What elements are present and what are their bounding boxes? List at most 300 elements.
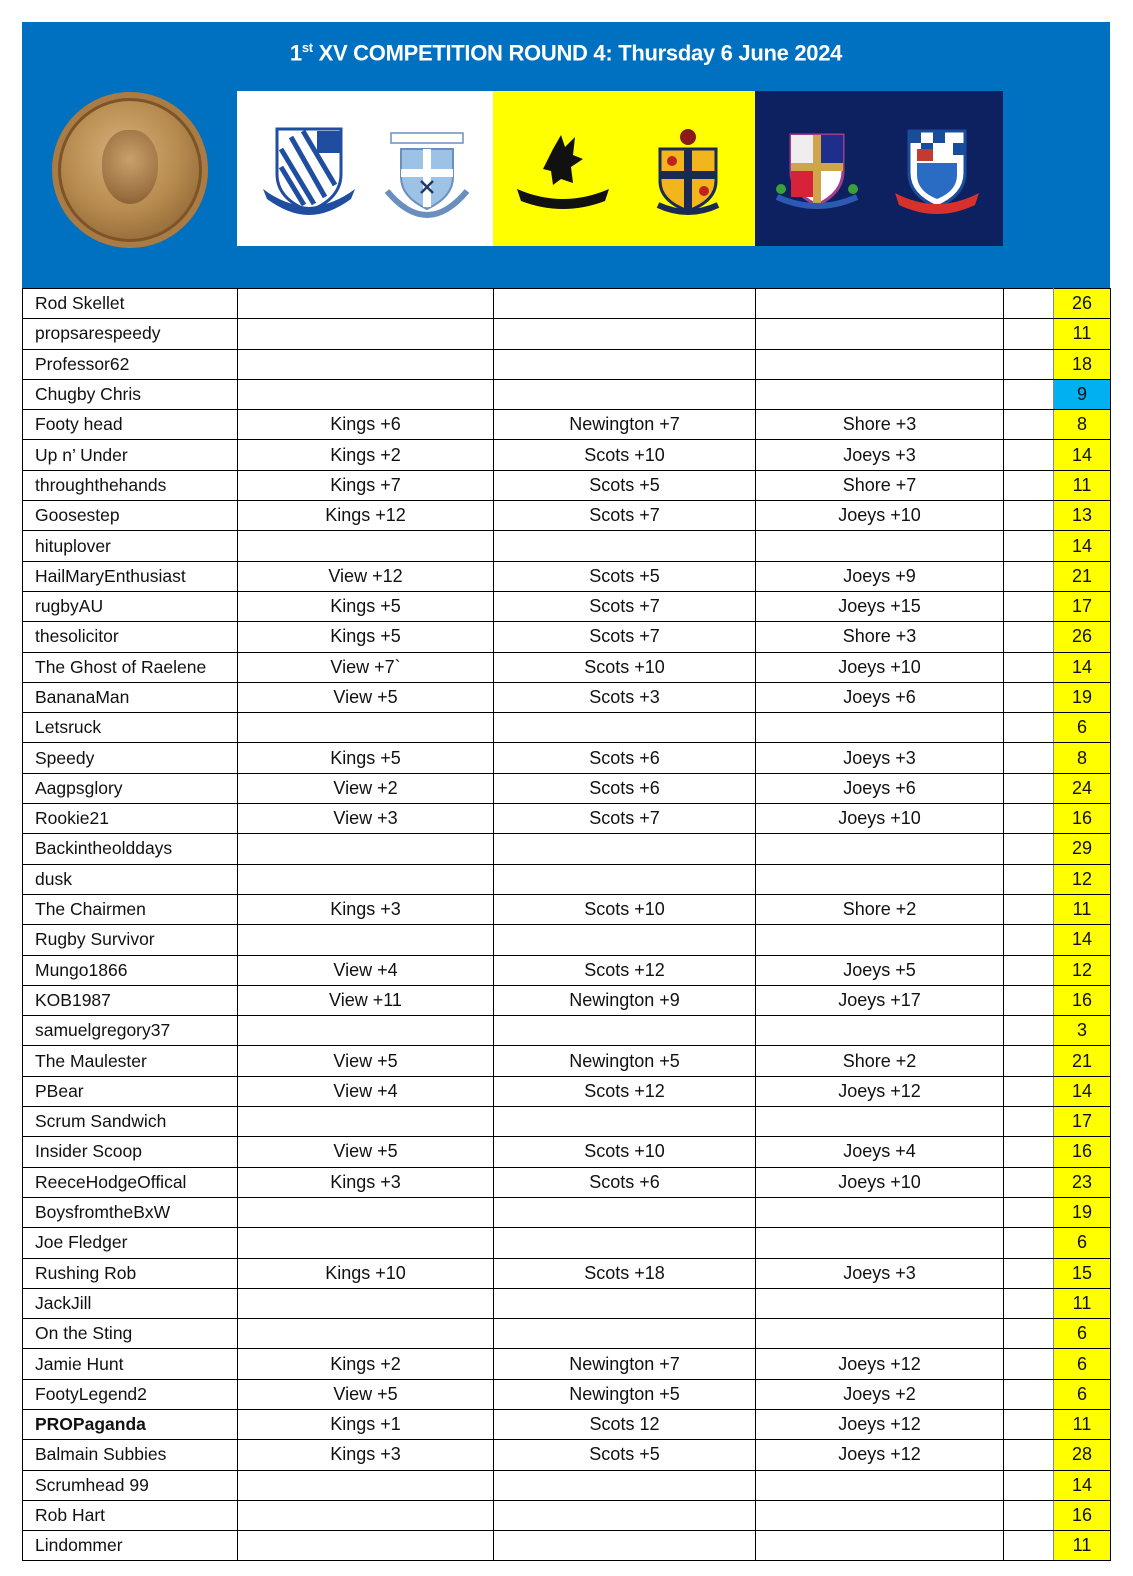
participant-name: Rod Skellet [23,289,238,319]
pick-joeys-shore: Shore +2 [756,894,1004,924]
pick-riverview-kings [238,1107,494,1137]
pick-joeys-shore [756,319,1004,349]
spacer-cell [1004,1228,1054,1258]
score-cell: 14 [1054,652,1111,682]
pick-joeys-shore: Joeys +12 [756,1440,1004,1470]
participant-name: rugbyAU [23,591,238,621]
pick-riverview-kings: View +2 [238,773,494,803]
participant-name: Rugby Survivor [23,925,238,955]
pick-riverview-kings [238,864,494,894]
pick-newington-scots: Scots +5 [494,470,756,500]
pick-joeys-shore: Joeys +9 [756,561,1004,591]
table-row [23,713,1111,743]
score-cell: 9 [1054,379,1111,409]
participant-name: ReeceHodgeOffical [23,1167,238,1197]
spacer-cell [1004,1107,1054,1137]
spacer-cell [1004,1046,1054,1076]
pick-joeys-shore: Joeys +4 [756,1137,1004,1167]
score-cell: 11 [1054,1531,1111,1561]
pick-joeys-shore: Joeys +5 [756,955,1004,985]
pick-newington-scots: Scots +12 [494,955,756,985]
table-row [23,1107,1111,1137]
pick-joeys-shore: Joeys +10 [756,804,1004,834]
competition-sheet [22,22,1110,1561]
pick-joeys-shore [756,925,1004,955]
pick-riverview-kings: Kings +5 [238,743,494,773]
table-row [23,682,1111,712]
participant-name: Balmain Subbies [23,1440,238,1470]
pick-joeys-shore: Shore +2 [756,1046,1004,1076]
participant-name: Speedy [23,743,238,773]
table-row [23,1228,1111,1258]
spacer-cell [1004,1258,1054,1288]
title-ordinal: 1 [289,40,302,66]
pick-joeys-shore: Shore +3 [756,622,1004,652]
score-cell: 24 [1054,773,1111,803]
crest-panel-riverview-kings [237,91,493,246]
pick-riverview-kings: Kings +3 [238,894,494,924]
participant-name: Rookie21 [23,804,238,834]
pick-riverview-kings: View +11 [238,985,494,1015]
table-row [23,804,1111,834]
pick-newington-scots: Scots 12 [494,1409,756,1439]
pick-riverview-kings [238,379,494,409]
table-row [23,652,1111,682]
participant-name: PROPaganda [23,1409,238,1439]
pick-joeys-shore [756,1319,1004,1349]
spacer-cell [1004,1379,1054,1409]
score-cell: 14 [1054,1076,1111,1106]
spacer-cell [1004,1319,1054,1349]
score-cell: 11 [1054,1288,1111,1318]
spacer-cell [1004,925,1054,955]
spacer-cell [1004,1288,1054,1318]
pick-joeys-shore: Joeys +12 [756,1076,1004,1106]
pick-newington-scots: Scots +7 [494,591,756,621]
participant-name: samuelgregory37 [23,1016,238,1046]
pick-riverview-kings: Kings +12 [238,501,494,531]
participant-name: PBear [23,1076,238,1106]
spacer-cell [1004,531,1054,561]
score-cell: 26 [1054,289,1111,319]
medal-face-icon [102,130,158,204]
pick-joeys-shore: Shore +3 [756,410,1004,440]
participant-name: Jamie Hunt [23,1349,238,1379]
score-cell: 11 [1054,319,1111,349]
table-row [23,864,1111,894]
table-row [23,561,1111,591]
table-row [23,501,1111,531]
pick-newington-scots: Scots +12 [494,1076,756,1106]
pick-newington-scots: Scots +6 [494,743,756,773]
table-row [23,894,1111,924]
table-row [23,349,1111,379]
spacer-cell [1004,1167,1054,1197]
score-cell: 14 [1054,1470,1111,1500]
pick-riverview-kings [238,1531,494,1561]
table-row [23,1319,1111,1349]
score-cell: 11 [1054,894,1111,924]
pick-newington-scots: Newington +5 [494,1046,756,1076]
score-cell: 8 [1054,743,1111,773]
pick-newington-scots [494,289,756,319]
pick-riverview-kings: Kings +6 [238,410,494,440]
score-cell: 12 [1054,864,1111,894]
pick-joeys-shore: Joeys +10 [756,652,1004,682]
pick-newington-scots: Scots +7 [494,804,756,834]
participant-name: thesolicitor [23,622,238,652]
pick-joeys-shore [756,864,1004,894]
pick-newington-scots: Scots +6 [494,773,756,803]
participant-name: Letsruck [23,713,238,743]
pick-joeys-shore [756,1228,1004,1258]
pick-riverview-kings: Kings +3 [238,1167,494,1197]
spacer-cell [1004,1349,1054,1379]
pick-riverview-kings: View +5 [238,1046,494,1076]
crest-panel-newington-scots [493,91,755,246]
pick-joeys-shore: Joeys +2 [756,1379,1004,1409]
pick-riverview-kings: Kings +5 [238,591,494,621]
pick-riverview-kings: Kings +5 [238,622,494,652]
pick-riverview-kings: Kings +10 [238,1258,494,1288]
spacer-cell [1004,1440,1054,1470]
spacer-cell [1004,682,1054,712]
score-cell: 19 [1054,682,1111,712]
pick-newington-scots [494,1319,756,1349]
pick-riverview-kings [238,1319,494,1349]
pick-joeys-shore [756,379,1004,409]
table-row [23,1500,1111,1530]
pick-joeys-shore [756,1470,1004,1500]
participant-name: Scrum Sandwich [23,1107,238,1137]
participant-name: dusk [23,864,238,894]
participant-name: Professor62 [23,349,238,379]
participant-name: Joe Fledger [23,1228,238,1258]
spacer-cell [1004,894,1054,924]
spacer-cell [1004,440,1054,470]
spacer-cell [1004,1531,1054,1561]
participant-name: Backintheolddays [23,834,238,864]
spacer-cell [1004,985,1054,1015]
pick-joeys-shore [756,1197,1004,1227]
participant-name: Rob Hart [23,1500,238,1530]
participant-name: FootyLegend2 [23,1379,238,1409]
score-cell: 11 [1054,470,1111,500]
table-row [23,925,1111,955]
participant-name: throughthehands [23,470,238,500]
spacer-cell [1004,1500,1054,1530]
pick-newington-scots [494,864,756,894]
spacer-cell [1004,773,1054,803]
pick-joeys-shore: Shore +7 [756,470,1004,500]
st-josephs-crest-icon [767,119,867,219]
participant-name: HailMaryEnthusiast [23,561,238,591]
pick-joeys-shore: Joeys +10 [756,501,1004,531]
score-cell: 26 [1054,622,1111,652]
pick-newington-scots [494,1107,756,1137]
score-cell: 8 [1054,410,1111,440]
pick-newington-scots [494,319,756,349]
score-cell: 18 [1054,349,1111,379]
pick-riverview-kings [238,1288,494,1318]
table-row [23,1531,1111,1561]
pick-newington-scots: Newington +9 [494,985,756,1015]
pick-newington-scots [494,834,756,864]
spacer-cell [1004,864,1054,894]
score-cell: 14 [1054,531,1111,561]
spacer-cell [1004,652,1054,682]
pick-riverview-kings: View +4 [238,1076,494,1106]
pick-riverview-kings [238,713,494,743]
pick-joeys-shore [756,1288,1004,1318]
spacer-cell [1004,834,1054,864]
score-cell: 15 [1054,1258,1111,1288]
pick-joeys-shore [756,1107,1004,1137]
pick-joeys-shore [756,1531,1004,1561]
participant-name: Scrumhead 99 [23,1470,238,1500]
pick-riverview-kings: View +3 [238,804,494,834]
header-banner [22,22,1110,288]
participant-name: Footy head [23,410,238,440]
pick-riverview-kings: Kings +2 [238,1349,494,1379]
spacer-cell [1004,713,1054,743]
pick-newington-scots: Scots +5 [494,1440,756,1470]
pick-joeys-shore [756,349,1004,379]
pick-joeys-shore: Joeys +6 [756,682,1004,712]
pick-newington-scots [494,531,756,561]
participant-name: Insider Scoop [23,1137,238,1167]
spacer-cell [1004,349,1054,379]
gps-medal-logo [52,92,208,248]
pick-riverview-kings: Kings +7 [238,470,494,500]
pick-riverview-kings: Kings +3 [238,1440,494,1470]
spacer-cell [1004,591,1054,621]
spacer-cell [1004,1409,1054,1439]
pick-riverview-kings [238,1197,494,1227]
pick-joeys-shore: Joeys +10 [756,1167,1004,1197]
table-row [23,622,1111,652]
pick-joeys-shore [756,1016,1004,1046]
pick-newington-scots [494,1288,756,1318]
table-row [23,1470,1111,1500]
shore-crest-icon [887,119,987,219]
participant-name: BoysfromtheBxW [23,1197,238,1227]
table-row [23,1409,1111,1439]
table-row [23,1379,1111,1409]
pick-riverview-kings [238,1470,494,1500]
newington-crest-icon [513,119,613,219]
participant-name: propsarespeedy [23,319,238,349]
pick-newington-scots [494,1016,756,1046]
score-cell: 14 [1054,440,1111,470]
pick-riverview-kings: View +7` [238,652,494,682]
table-row [23,1137,1111,1167]
pick-newington-scots: Scots +18 [494,1258,756,1288]
table-row [23,591,1111,621]
score-cell: 21 [1054,561,1111,591]
score-cell: 29 [1054,834,1111,864]
pick-joeys-shore: Joeys +12 [756,1409,1004,1439]
table-row [23,1046,1111,1076]
score-cell: 6 [1054,713,1111,743]
pick-riverview-kings: View +12 [238,561,494,591]
pick-newington-scots [494,379,756,409]
score-cell: 11 [1054,1409,1111,1439]
pick-newington-scots: Scots +7 [494,501,756,531]
score-cell: 6 [1054,1319,1111,1349]
table-row [23,743,1111,773]
participant-name: Aagpsglory [23,773,238,803]
pick-newington-scots [494,1470,756,1500]
spacer-cell [1004,501,1054,531]
spacer-cell [1004,622,1054,652]
table-row [23,1258,1111,1288]
pick-joeys-shore: Joeys +12 [756,1349,1004,1379]
score-cell: 6 [1054,1349,1111,1379]
pick-joeys-shore [756,1500,1004,1530]
score-cell: 16 [1054,1500,1111,1530]
table-row [23,955,1111,985]
participant-name: Rushing Rob [23,1258,238,1288]
score-cell: 14 [1054,925,1111,955]
participant-name: BananaMan [23,682,238,712]
pick-newington-scots: Scots +10 [494,652,756,682]
table-row [23,1440,1111,1470]
pick-riverview-kings [238,1228,494,1258]
spacer-cell [1004,955,1054,985]
pick-joeys-shore: Joeys +3 [756,440,1004,470]
table-row [23,470,1111,500]
pick-riverview-kings: View +4 [238,955,494,985]
table-row [23,531,1111,561]
pick-newington-scots: Newington +5 [494,1379,756,1409]
table-row [23,1197,1111,1227]
pick-newington-scots: Scots +6 [494,1167,756,1197]
pick-joeys-shore: Joeys +3 [756,743,1004,773]
pick-riverview-kings [238,925,494,955]
pick-newington-scots: Newington +7 [494,1349,756,1379]
pick-riverview-kings [238,531,494,561]
pick-riverview-kings: Kings +1 [238,1409,494,1439]
pick-riverview-kings [238,1016,494,1046]
table-row [23,1349,1111,1379]
spacer-cell [1004,561,1054,591]
participant-name: The Chairmen [23,894,238,924]
pick-riverview-kings [238,1500,494,1530]
table-row [23,289,1111,319]
score-cell: 16 [1054,1137,1111,1167]
participant-name: Mungo1866 [23,955,238,985]
spacer-cell [1004,379,1054,409]
pick-newington-scots: Newington +7 [494,410,756,440]
participant-name: The Maulester [23,1046,238,1076]
tipping-table [22,288,1111,1561]
table-row [23,440,1111,470]
pick-riverview-kings [238,349,494,379]
pick-newington-scots [494,1197,756,1227]
spacer-cell [1004,410,1054,440]
table-row [23,410,1111,440]
participant-name: The Ghost of Raelene [23,652,238,682]
table-row [23,834,1111,864]
pick-newington-scots: Scots +10 [494,440,756,470]
score-cell: 13 [1054,501,1111,531]
table-row [23,985,1111,1015]
pick-joeys-shore: Joeys +3 [756,1258,1004,1288]
riverview-crest-icon [259,119,359,219]
pick-newington-scots: Scots +3 [494,682,756,712]
crest-panel-joeys-shore [755,91,1003,246]
score-cell: 28 [1054,1440,1111,1470]
pick-newington-scots: Scots +10 [494,1137,756,1167]
pick-newington-scots [494,349,756,379]
spacer-cell [1004,1076,1054,1106]
pick-joeys-shore: Joeys +15 [756,591,1004,621]
pick-riverview-kings [238,289,494,319]
page-title [22,40,1110,66]
participant-name: Lindommer [23,1531,238,1561]
spacer-cell [1004,804,1054,834]
pick-joeys-shore [756,834,1004,864]
pick-newington-scots [494,1531,756,1561]
spacer-cell [1004,1470,1054,1500]
pick-newington-scots [494,713,756,743]
pick-newington-scots [494,1228,756,1258]
participant-name: Goosestep [23,501,238,531]
pick-riverview-kings [238,834,494,864]
spacer-cell [1004,470,1054,500]
score-cell: 17 [1054,591,1111,621]
pick-riverview-kings: Kings +2 [238,440,494,470]
score-cell: 17 [1054,1107,1111,1137]
participant-name: Chugby Chris [23,379,238,409]
spacer-cell [1004,289,1054,319]
table-row [23,773,1111,803]
table-row [23,1076,1111,1106]
table-row [23,1016,1111,1046]
participant-name: On the Sting [23,1319,238,1349]
pick-newington-scots: Scots +7 [494,622,756,652]
table-row [23,1167,1111,1197]
pick-joeys-shore [756,531,1004,561]
pick-newington-scots [494,1500,756,1530]
spacer-cell [1004,319,1054,349]
pick-joeys-shore: Joeys +6 [756,773,1004,803]
pick-riverview-kings: View +5 [238,682,494,712]
participant-name: JackJill [23,1288,238,1318]
spacer-cell [1004,1016,1054,1046]
participant-name: KOB1987 [23,985,238,1015]
pick-joeys-shore [756,289,1004,319]
score-cell: 3 [1054,1016,1111,1046]
spacer-cell [1004,1197,1054,1227]
score-cell: 21 [1054,1046,1111,1076]
participant-name: Up n’ Under [23,440,238,470]
score-cell: 12 [1054,955,1111,985]
pick-riverview-kings [238,319,494,349]
pick-joeys-shore [756,713,1004,743]
score-cell: 6 [1054,1379,1111,1409]
pick-joeys-shore: Joeys +17 [756,985,1004,1015]
spacer-cell [1004,743,1054,773]
pick-newington-scots: Scots +5 [494,561,756,591]
pick-riverview-kings: View +5 [238,1379,494,1409]
scots-college-crest-icon [638,119,738,219]
pick-newington-scots [494,925,756,955]
participant-name: hituplover [23,531,238,561]
title-text: XV COMPETITION ROUND 4: Thursday 6 June 2024 [312,40,843,66]
score-cell: 16 [1054,804,1111,834]
